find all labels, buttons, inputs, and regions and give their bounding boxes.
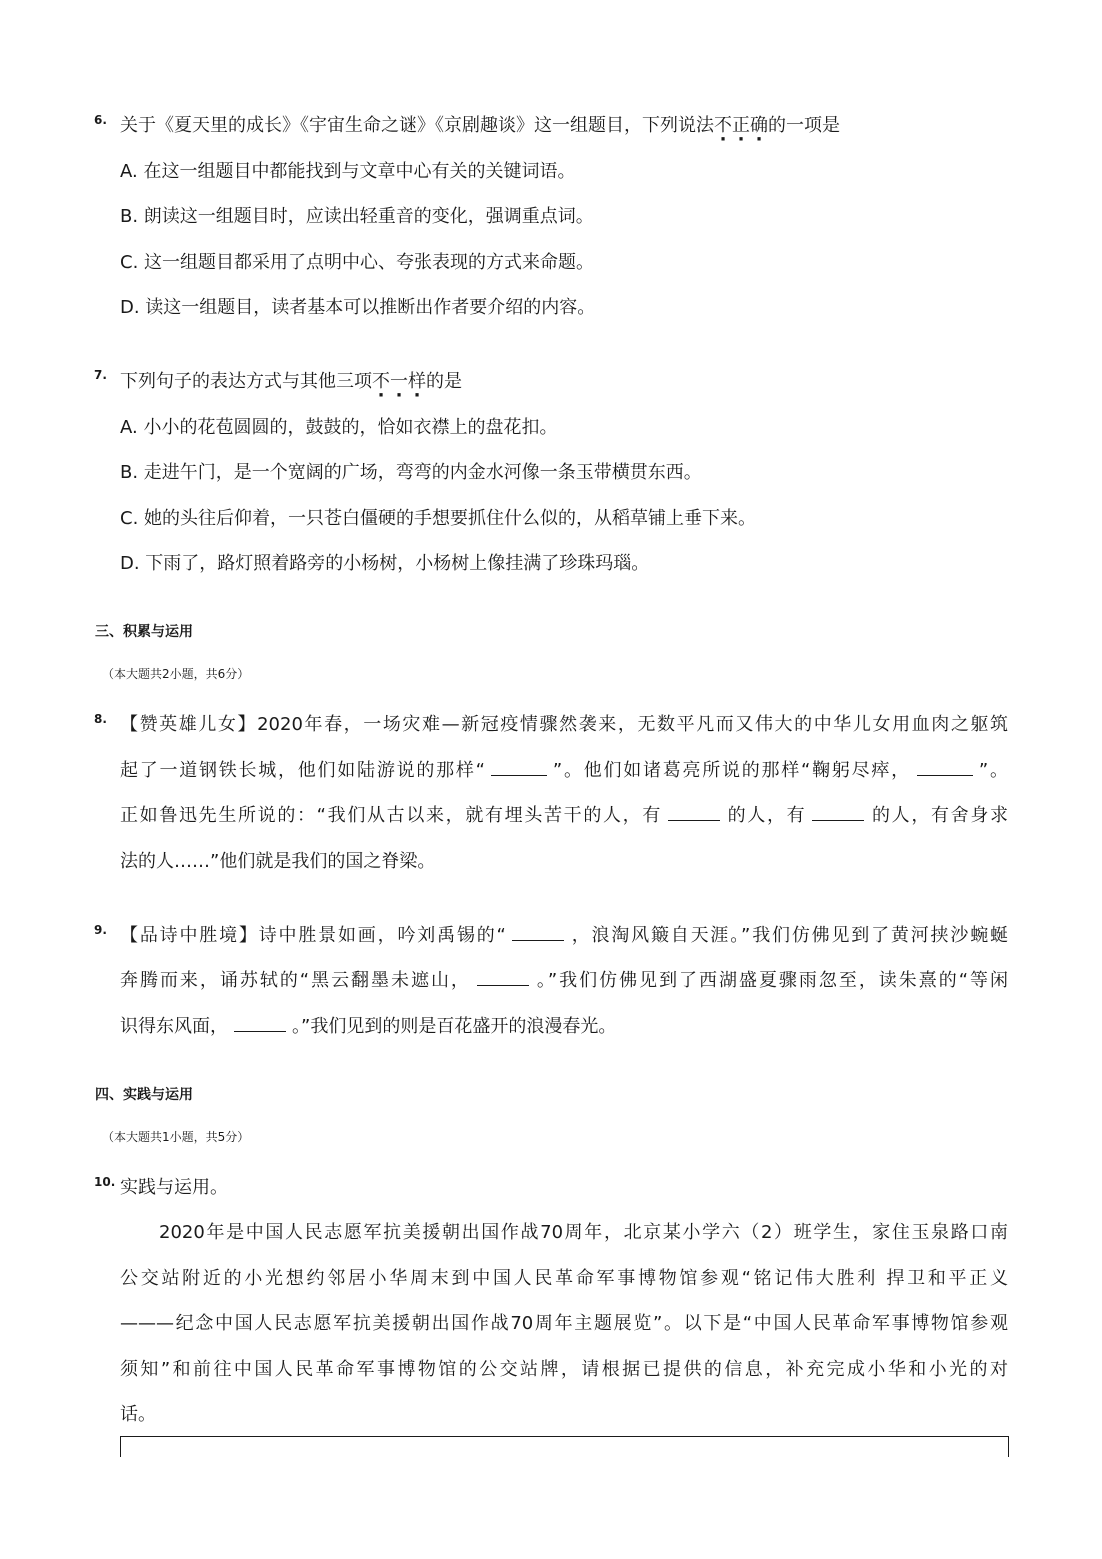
fill-blank [477, 969, 529, 986]
q6-emphasis-char: 确 [750, 115, 768, 136]
q7-option-c: C. 她的头往后仰着，一只苍白僵硬的手想要抓住什么似的，从稻草铺上垂下来。 [120, 508, 757, 529]
q8-text: ”。 [978, 760, 1009, 781]
q6-option-c: C. 这一组题目都采用了点明中心、夸张表现的方式来命题。 [120, 252, 595, 273]
q7-emphasis-char: 样 [408, 371, 426, 392]
q8-line-3 [120, 804, 1008, 828]
q9-text: 【品诗中胜境】诗中胜景如画，吟刘禹锡的“ [120, 925, 506, 946]
section-3-note: （本大题共2小题，共6分） [102, 667, 250, 681]
q10-paragraph-line-4: 须知”和前往中国人民革命军事博物馆的公交站牌，请根据已提供的信息，补充完成小华和小光的对 [120, 1359, 1008, 1380]
section-4-title: 四、实践与运用 [95, 1087, 193, 1103]
q8-line-1: 【赞英雄儿女】2020年春，一场灾难—新冠疫情骤然袭来，无数平凡而又伟大的中华儿女用血肉之躯筑 [120, 714, 1008, 735]
q9-line-3 [120, 1015, 616, 1039]
q7-emphasis-char: 一 [390, 371, 408, 392]
q9-text: 奔腾而来，诵苏轼的“黑云翻墨未遮山， [120, 970, 471, 991]
question-6-stem [120, 114, 840, 138]
q8-text: 起了一道钢铁长城，他们如陆游说的那样“ [120, 760, 485, 781]
question-number-6: 6. [94, 113, 107, 127]
q7-option-d: D. 下雨了，路灯照着路旁的小杨树，小杨树上像挂满了珍珠玛瑙。 [120, 553, 650, 574]
q6-option-a: A. 在这一组题目中都能找到与文章中心有关的关键词语。 [120, 161, 576, 182]
q6-emphasis-char: 不 [714, 115, 732, 136]
q9-line-1 [120, 924, 1008, 948]
q8-line-4: 法的人……”他们就是我们的国之脊梁。 [120, 851, 436, 872]
question-number-10: 10. [94, 1175, 116, 1189]
q8-text: 的人，有 [726, 805, 807, 826]
fill-blank [234, 1015, 286, 1032]
q7-option-b: B. 走进午门，是一个宽阔的广场，弯弯的内金水河像一条玉带横贯东西。 [120, 462, 702, 483]
section-3-title: 三、积累与运用 [95, 624, 193, 640]
q8-text: 的人，有舍身求 [870, 805, 1009, 826]
q8-text: ”。他们如诸葛亮所说的那样“鞠躬尽瘁， [552, 760, 911, 781]
q6-stem-part-b: 的一项是 [768, 115, 840, 136]
q9-text: ，浪淘风簸自天涯。”我们仿佛见到了黄河挟沙蜿蜒 [569, 925, 1009, 946]
q8-line-2 [120, 759, 1008, 783]
q10-stem: 实践与运用。 [120, 1177, 228, 1198]
q10-paragraph-line-5: 话。 [120, 1404, 156, 1425]
q7-option-a: A. 小小的花苞圆圆的，鼓鼓的，恰如衣襟上的盘花扣。 [120, 417, 558, 438]
q6-option-d: D. 读这一组题目，读者基本可以推断出作者要介绍的内容。 [120, 297, 596, 318]
q9-text: 。”我们见到的则是百花盛开的浪漫春光。 [292, 1016, 617, 1037]
q6-emphasis-char: 正 [732, 115, 750, 136]
section-4-note: （本大题共1小题，共5分） [102, 1130, 250, 1144]
q9-text: 。”我们仿佛见到了西湖盛夏骤雨忽至，读朱熹的“等闲 [534, 970, 1008, 991]
q8-text: 正如鲁迅先生所说的：“我们从古以来，就有埋头苦干的人，有 [120, 805, 662, 826]
q7-stem-part-b: 的是 [426, 371, 462, 392]
question-number-8: 8. [94, 712, 107, 726]
fill-blank [512, 924, 564, 941]
q7-emphasis-char: 不 [372, 371, 390, 392]
q10-paragraph-line-1: 2020年是中国人民志愿军抗美援朝出国作战70周年，北京某小学六（2）班学生，家住玉泉路口南 [159, 1222, 1008, 1243]
q9-line-2 [120, 969, 1008, 993]
q9-text: 识得东风面， [120, 1016, 228, 1037]
q6-option-b: B. 朗读这一组题目时，应读出轻重音的变化，强调重点词。 [120, 206, 594, 227]
info-box-frame [120, 1436, 1009, 1457]
question-number-7: 7. [94, 368, 107, 382]
fill-blank [668, 804, 720, 821]
q10-paragraph-line-3: ———纪念中国人民志愿军抗美援朝出国作战70周年主题展览”。以下是“中国人民革命军事博物馆参观 [120, 1313, 1008, 1334]
q10-paragraph-line-2: 公交站附近的小光想约邻居小华周末到中国人民革命军事博物馆参观“铭记伟大胜利 捍卫和平正义 [120, 1268, 1008, 1289]
question-number-9: 9. [94, 923, 107, 937]
fill-blank [491, 759, 547, 776]
fill-blank [812, 804, 864, 821]
fill-blank [917, 759, 973, 776]
q7-stem-part-a: 下列句子的表达方式与其他三项 [120, 371, 372, 392]
question-7-stem [120, 370, 462, 394]
q6-stem-part-a: 关于《夏天里的成长》《宇宙生命之谜》《京剧趣谈》这一组题目，下列说法 [120, 115, 714, 136]
